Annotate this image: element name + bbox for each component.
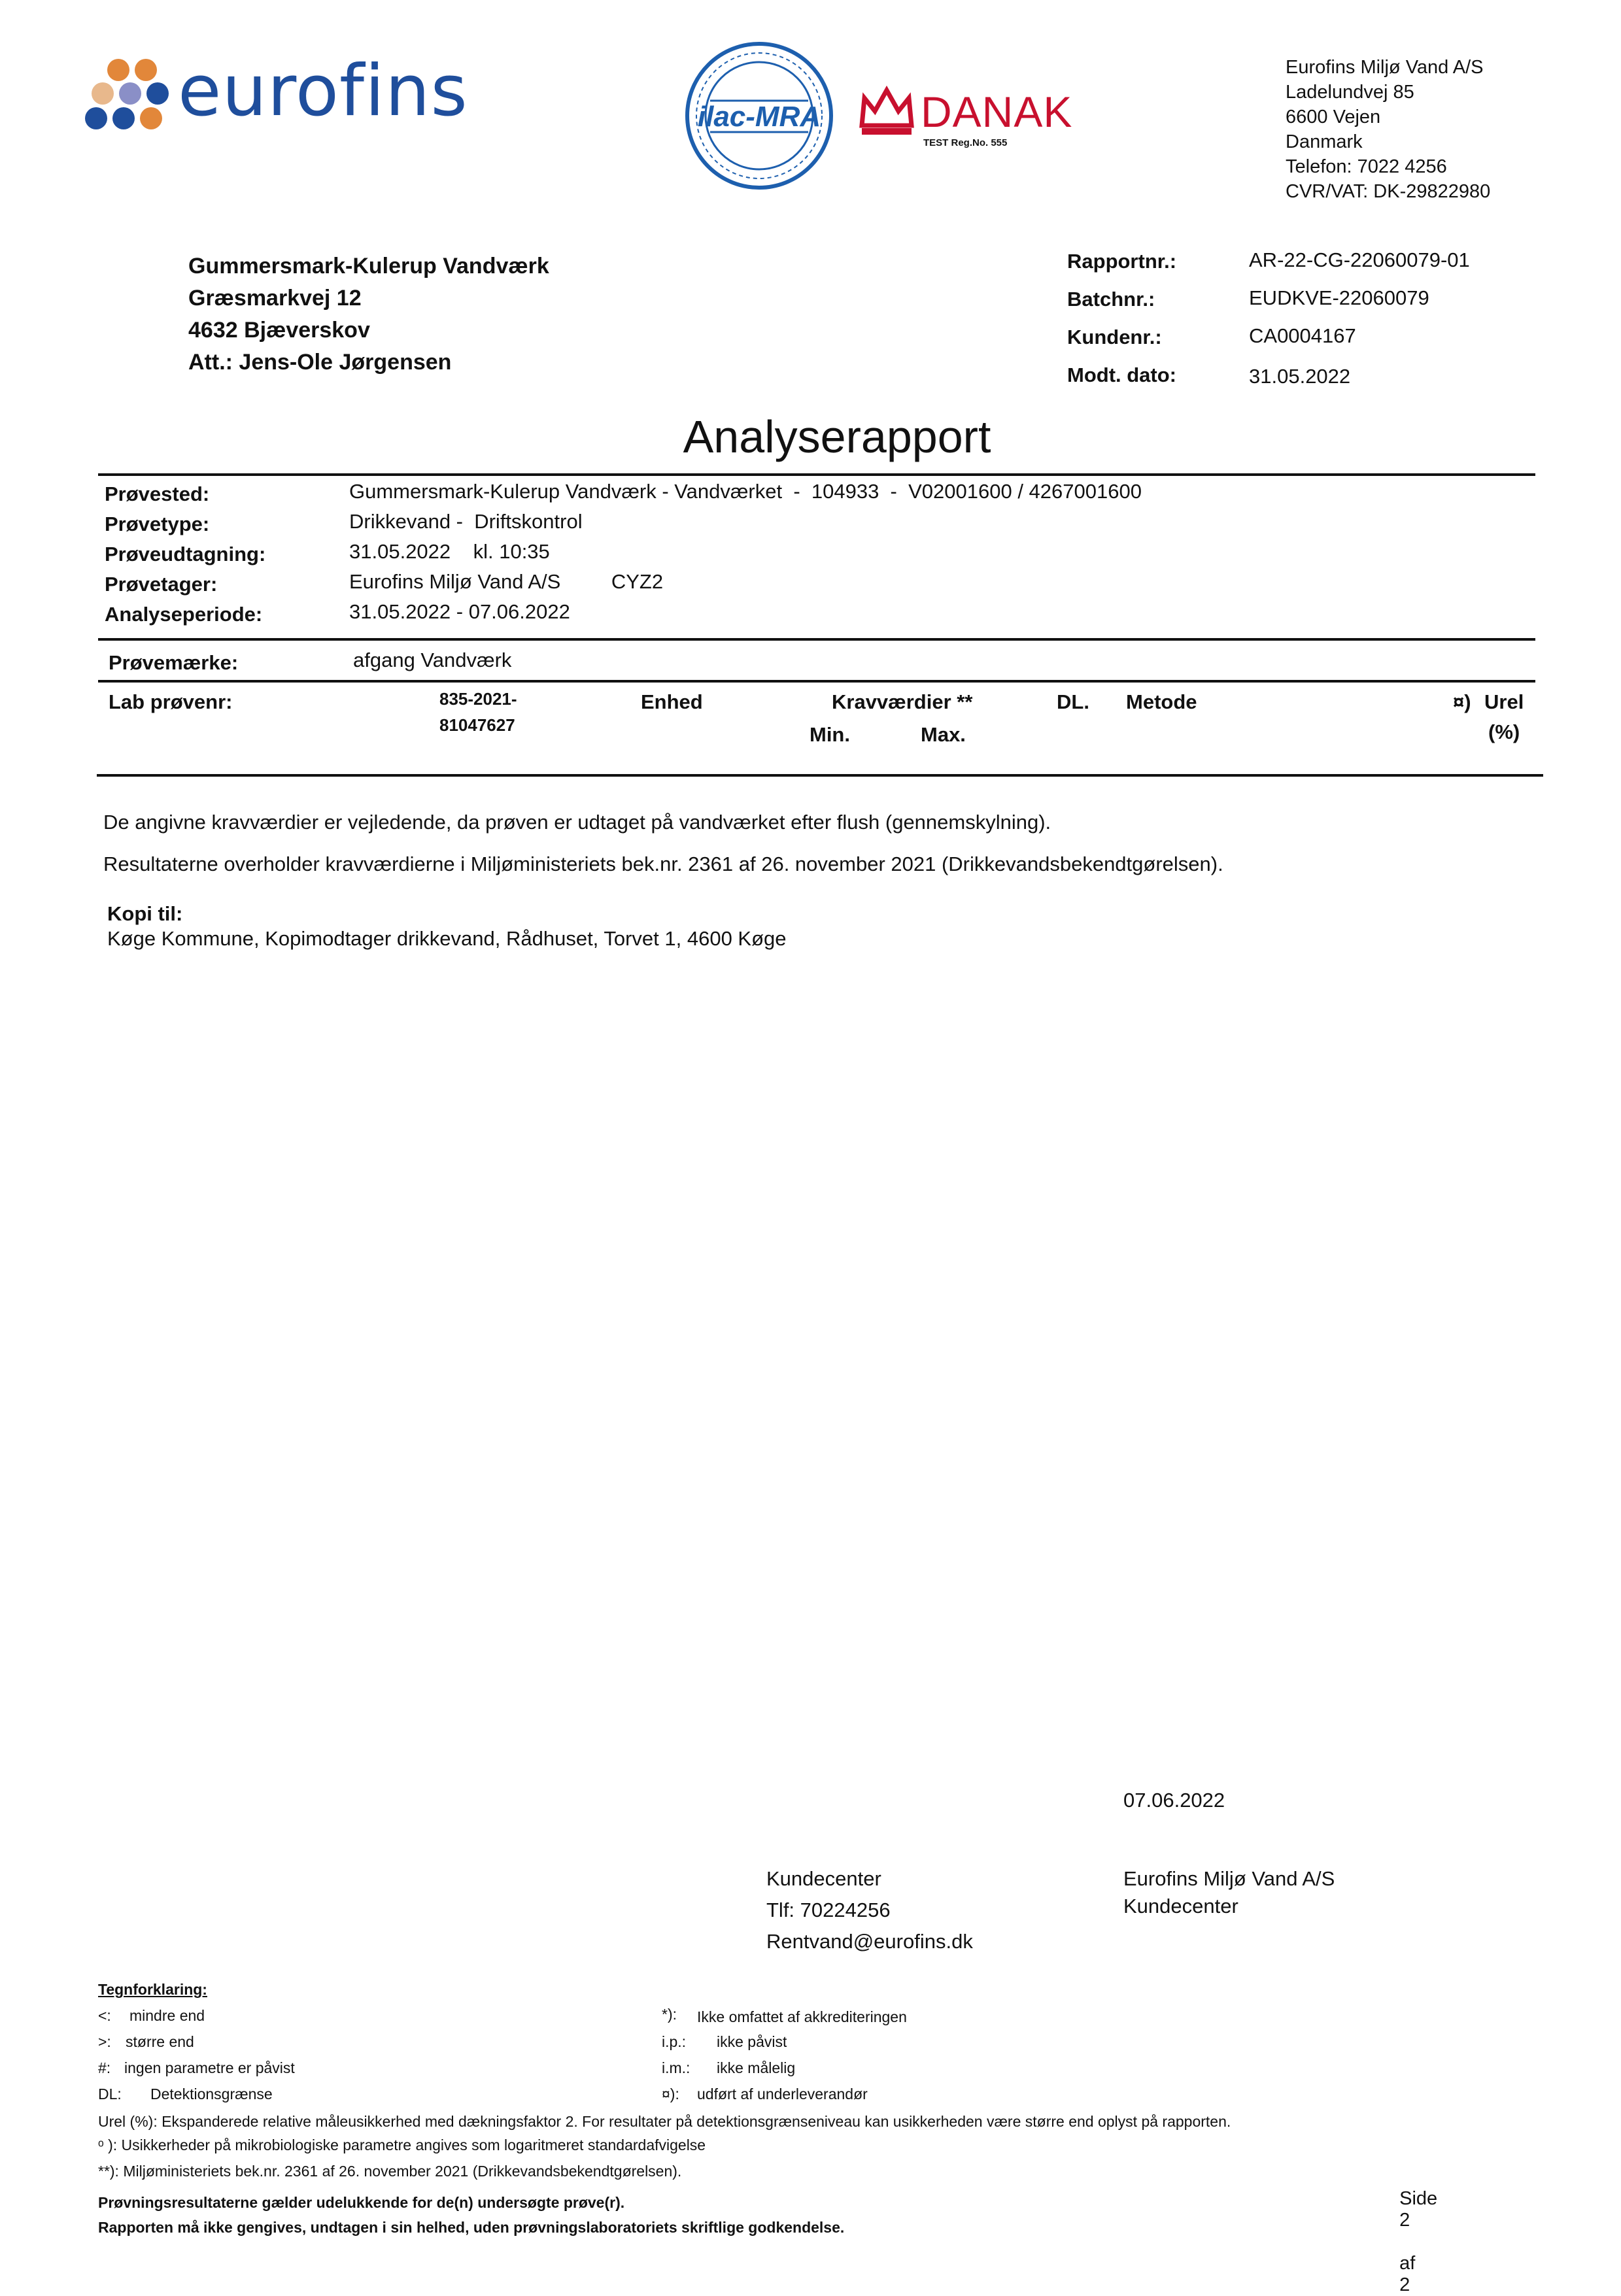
report-number-value: AR-22-CG-22060079-01 [1249, 248, 1470, 271]
ilac-mra-seal [684, 41, 834, 191]
legend-text: større end [126, 2033, 194, 2050]
sample-type-label: Prøvetype: [105, 513, 210, 535]
page-number [1389, 2167, 1437, 2296]
dl-header: DL. [1057, 690, 1089, 713]
crown-icon [858, 85, 915, 137]
sample-site-label: Prøvested: [105, 482, 210, 505]
legend-text: ikke påvist [717, 2033, 787, 2050]
logo-wordmark: eurofins [178, 50, 468, 132]
legend-text: ingen parametre er påvist [124, 2059, 295, 2076]
lab-address-line: Telefon: 7022 4256 [1286, 156, 1447, 177]
note-text: Resultaterne overholder kravværdierne i Miljøministeriets bek.nr. 2361 af 26. november 2021 (Drikkevandsbekendtgørelsen). [103, 853, 1223, 875]
legend-text: ikke målelig [717, 2059, 796, 2076]
sample-type-value: Drikkevand - Driftskontrol [349, 510, 583, 533]
customer-address-line: Græsmarkvej 12 [188, 286, 362, 311]
sampling-value: 31.05.2022 kl. 10:35 [349, 540, 550, 563]
legend-title: Tegnforklaring: [98, 1981, 207, 1998]
danak-text: DANAK [921, 88, 1073, 136]
method-header: Metode [1126, 690, 1197, 713]
lab-address-line: 6600 Vejen [1286, 107, 1381, 127]
legend-text: mindre end [129, 2007, 205, 2024]
copy-value: Køge Kommune, Kopimodtager drikkevand, Rådhuset, Torvet 1, 4600 Køge [107, 927, 787, 950]
page-total: 2 [1399, 2274, 1410, 2295]
page-title: Analyserapport [683, 411, 991, 462]
requirements-note: **): Miljøministeriets bek.nr. 2361 af 26. november 2021 (Drikkevandsbekendtgørelsen). [98, 2163, 682, 2180]
sampler-value: Eurofins Miljø Vand A/S CYZ2 [349, 570, 664, 593]
received-date-label: Modt. dato: [1067, 363, 1177, 386]
lab-address-line: CVR/VAT: DK-29822980 [1286, 181, 1491, 202]
legend-text: Detektionsgrænse [150, 2085, 273, 2102]
signature-date: 07.06.2022 [1123, 1789, 1225, 1812]
legend-symbol: DL: [98, 2085, 122, 2102]
lab-address-line: Ladelundvej 85 [1286, 82, 1414, 103]
customer-address-line: Gummersmark-Kulerup Vandværk [188, 254, 549, 279]
customer-number-label: Kundenr.: [1067, 326, 1162, 348]
customer-number-value: CA0004167 [1249, 324, 1356, 347]
page-side-label: Side [1399, 2188, 1438, 2209]
logo-dots-icon [85, 56, 170, 141]
sample-mark-value: afgang Vandværk [353, 649, 512, 671]
divider [98, 680, 1535, 683]
legend-symbol: i.m.: [662, 2059, 691, 2076]
contact-line: Tlf: 70224256 [766, 1899, 891, 1921]
max-header: Max. [921, 723, 966, 746]
urel-note: Urel (%): Ekspanderede relative måleusikkerhed med dækningsfaktor 2. For resultater på detektionsgrænseniveau kan usikkerheden være større end oplyst på rapporten. [98, 2113, 1231, 2130]
page-current: 2 [1399, 2210, 1410, 2231]
batch-number-value: EUDKVE-22060079 [1249, 286, 1429, 309]
sampler-label: Prøvetager: [105, 573, 218, 596]
lab-address-line: Danmark [1286, 131, 1363, 152]
subcontract-header: ¤) [1453, 690, 1471, 713]
sender-line: Eurofins Miljø Vand A/S [1123, 1867, 1335, 1890]
limits-header: Kravværdier ** [832, 690, 973, 713]
analysis-period-value: 31.05.2022 - 07.06.2022 [349, 600, 570, 623]
eurofins-logo [85, 50, 490, 141]
sample-mark-label: Prøvemærke: [109, 651, 239, 674]
contact-email: Rentvand@eurofins.dk [766, 1930, 973, 1953]
unit-header: Enhed [641, 690, 703, 713]
batch-number-label: Batchnr.: [1067, 288, 1155, 311]
sigma-note: ᵒ ): Usikkerheder på mikrobiologiske parametre angives som logaritmeret standardafvigelse [98, 2136, 706, 2153]
divider [98, 473, 1535, 476]
lab-sample-label: Lab prøvenr: [109, 690, 233, 713]
divider [97, 774, 1543, 777]
customer-address-line: 4632 Bjæverskov [188, 318, 370, 343]
customer-address [188, 250, 549, 379]
analysis-period-label: Analyseperiode: [105, 603, 263, 626]
lab-sample-number-line1: 835-2021- [439, 689, 517, 709]
lab-sample-number-line2: 81047627 [439, 715, 515, 735]
customer-address-line: Att.: Jens-Ole Jørgensen [188, 350, 452, 375]
lab-address-line: Eurofins Miljø Vand A/S [1286, 57, 1484, 78]
urel-header: Urel [1484, 690, 1524, 713]
min-header: Min. [810, 723, 850, 746]
sampling-label: Prøveudtagning: [105, 543, 266, 566]
received-date-value: 31.05.2022 [1249, 365, 1351, 388]
legend-symbol: ¤): [662, 2085, 679, 2102]
legend-text: Ikke omfattet af akkrediteringen [697, 2008, 907, 2025]
legend-symbol: #: [98, 2059, 111, 2076]
legend-symbol: <: [98, 2007, 111, 2024]
legend-symbol: *): [662, 2006, 677, 2023]
legend-text: udført af underleverandør [697, 2085, 868, 2102]
urel-unit-header: (%) [1488, 720, 1520, 743]
legend-symbol: i.p.: [662, 2033, 687, 2050]
disclaimer-text: Prøvningsresultaterne gælder udelukkende for de(n) undersøgte prøve(r). [98, 2194, 625, 2211]
report-number-label: Rapportnr.: [1067, 250, 1177, 273]
disclaimer-text: Rapporten må ikke gengives, undtagen i sin helhed, uden prøvningslaboratoriets skriftlige godkendelse. [98, 2219, 845, 2236]
legend-symbol: >: [98, 2033, 111, 2050]
danak-reg-text: TEST Reg.No. 555 [923, 137, 1008, 148]
danak-logo [858, 77, 1080, 156]
divider [98, 638, 1535, 641]
lab-address [1286, 55, 1490, 204]
ilac-mra-text: ilac-MRA [697, 101, 821, 133]
copy-label: Kopi til: [107, 902, 183, 925]
sample-site-value: Gummersmark-Kulerup Vandværk - Vandværket - 104933 - V02001600 / 4267001600 [349, 480, 1142, 503]
contact-line: Kundecenter [766, 1867, 881, 1890]
page-of-label: af [1399, 2253, 1416, 2274]
note-text: De angivne kravværdier er vejledende, da prøven er udtaget på vandværket efter flush (gennemskylning). [103, 811, 1051, 834]
sender-line: Kundecenter [1123, 1895, 1238, 1917]
